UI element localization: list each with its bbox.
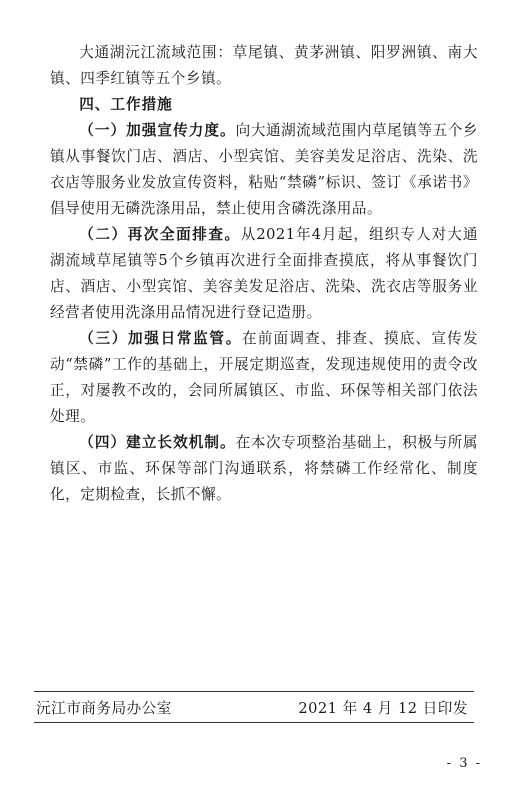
measure-lead: （一）加强宣传力度。 bbox=[79, 122, 236, 139]
footer-top-rule bbox=[34, 691, 474, 692]
issue-date: 2021 年 4 月 12 日印发 bbox=[298, 700, 468, 717]
measure-text: 从2021年4月起，组织专人对大通湖流域草尾镇等5个乡镇再次进行全面排查摸底，将从事餐饮门店、酒店、小型宾馆、美容美发足浴店、洗染、洗衣店等服务业经营者使用洗涤用品情况进行登记造册。 bbox=[50, 226, 478, 321]
measure-paragraph-2 bbox=[50, 222, 478, 326]
footer-bottom-rule bbox=[34, 722, 474, 723]
measure-paragraph-4 bbox=[50, 430, 478, 508]
measure-text: 在本次专项整治基础上，积极与所属镇区、市监、环保等部门沟通联系，将禁磷工作经常化、制度化，定期检查，长抓不懈。 bbox=[50, 434, 478, 503]
measure-lead: （四）建立长效机制。 bbox=[79, 434, 236, 451]
measure-lead: （二）再次全面排查。 bbox=[79, 226, 241, 243]
measure-text: 向大通湖流域范围内草尾镇等五个乡镇从事餐饮门店、酒店、小型宾馆、美容美发足浴店、洗染、洗衣店等服务业发放宣传资料，粘贴“禁磷”标识、签订《承诺书》倡导使用无磷洗涤用品，禁止使用含磷洗涤用品。 bbox=[50, 122, 478, 217]
measure-lead: （三）加强日常监管。 bbox=[79, 330, 242, 347]
measure-paragraph-1 bbox=[50, 118, 478, 222]
intro-paragraph: 大通湖沅江流域范围：草尾镇、黄茅洲镇、阳罗洲镇、南大镇、四季红镇等五个乡镇。 bbox=[50, 44, 478, 87]
page-number: - 3 - bbox=[446, 756, 482, 771]
measure-text: 在前面调查、排查、摸底、宣传发动“禁磷”工作的基础上，开展定期巡查，发现违规使用的责令改正，对屡教不改的，会同所属镇区、市监、环保等相关部门依法处理。 bbox=[50, 330, 478, 425]
issuing-office: 沅江市商务局办公室 bbox=[36, 700, 172, 717]
document-body bbox=[50, 40, 478, 508]
section-heading: 四、工作措施 bbox=[79, 96, 173, 113]
measure-paragraph-3 bbox=[50, 326, 478, 430]
